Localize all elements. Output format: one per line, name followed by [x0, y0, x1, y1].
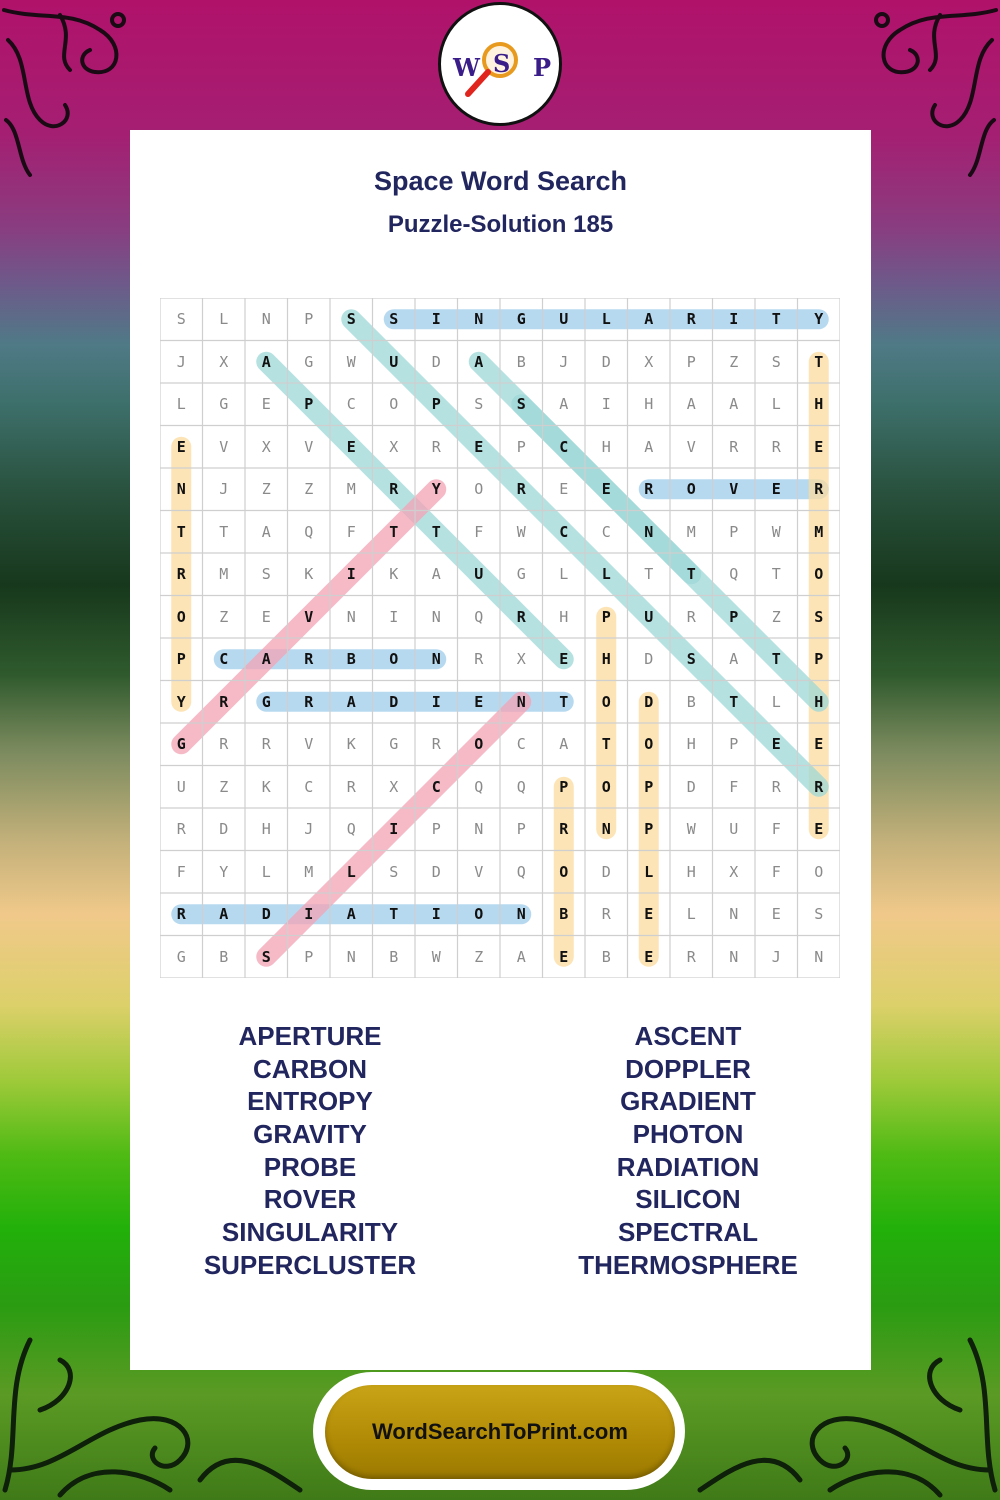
grid-cell: R [176, 565, 186, 584]
grid-cell: G [304, 352, 314, 371]
grid-cell: N [474, 310, 484, 329]
grid-cell: H [261, 820, 271, 839]
grid-cell: N [474, 820, 484, 839]
grid-cell: T [219, 522, 229, 541]
grid-cell: L [559, 565, 569, 584]
grid-cell: S [771, 352, 781, 371]
grid-cell: P [304, 395, 314, 414]
grid-cell: A [686, 395, 696, 414]
grid-cell: R [559, 820, 569, 839]
grid-cell: N [729, 905, 739, 924]
grid-cell: W [686, 820, 696, 839]
grid-cell: E [261, 607, 271, 626]
grid-cell: G [516, 310, 526, 329]
grid-cell: C [346, 395, 356, 414]
grid-cell: R [304, 650, 314, 669]
word-list-item: GRAVITY [253, 1119, 367, 1150]
grid-cell: D [431, 352, 441, 371]
grid-cell: P [814, 650, 824, 669]
grid-cell: F [771, 820, 781, 839]
site-logo[interactable] [438, 2, 562, 126]
grid-cell: M [346, 480, 356, 499]
grid-cell: W [516, 522, 526, 541]
grid-cell: N [431, 607, 441, 626]
grid-cell: P [176, 650, 186, 669]
grid-cell: E [771, 905, 781, 924]
grid-cell: I [431, 905, 441, 924]
grid-cell: N [601, 820, 611, 839]
grid-cell: N [516, 692, 526, 711]
grid-cell: R [814, 480, 824, 499]
grid-cell: V [729, 480, 739, 499]
grid-cell: R [474, 650, 484, 669]
grid-cell: W [431, 947, 441, 966]
grid-cell: N [516, 905, 526, 924]
grid-cell: M [686, 522, 696, 541]
grid-cell: L [176, 395, 186, 414]
grid-cell: I [729, 310, 739, 329]
grid-cell: P [304, 310, 314, 329]
grid-cell: A [644, 437, 654, 456]
grid-cell: T [601, 735, 611, 754]
grid-cell: B [559, 905, 569, 924]
grid-cell: P [729, 735, 739, 754]
grid-cell: S [686, 650, 696, 669]
grid-cell: D [644, 650, 654, 669]
puzzle-card [130, 130, 871, 1370]
grid-cell: F [176, 862, 186, 881]
grid-cell: O [559, 862, 569, 881]
grid-cell: P [644, 820, 654, 839]
logo-letter-p: P [533, 53, 552, 82]
grid-cell: E [474, 437, 484, 456]
grid-cell: S [346, 310, 356, 329]
grid-cell: T [389, 905, 399, 924]
grid-cell: Z [729, 352, 739, 371]
grid-cell: L [219, 310, 229, 329]
grid-cell: B [601, 947, 611, 966]
grid-cell: K [304, 565, 314, 584]
grid-cell: F [346, 522, 356, 541]
grid-cell: G [389, 735, 399, 754]
word-list-item: THERMOSPHERE [578, 1249, 798, 1280]
grid-cell: C [601, 522, 611, 541]
word-list-item: GRADIENT [620, 1086, 756, 1117]
grid-cell: M [304, 862, 314, 881]
grid-cell: E [771, 480, 781, 499]
grid-cell: V [304, 437, 314, 456]
grid-cell: K [261, 777, 271, 796]
grid-cell: A [559, 735, 569, 754]
grid-cell: X [261, 437, 271, 456]
grid-cell: R [814, 777, 824, 796]
grid-cell: H [686, 862, 696, 881]
grid-cell: R [601, 905, 611, 924]
grid-cell: H [644, 395, 654, 414]
grid-cell: V [219, 437, 229, 456]
grid-cell: R [346, 777, 356, 796]
grid-cell: P [304, 947, 314, 966]
grid-cell: E [601, 480, 611, 499]
grid-cell: A [644, 310, 654, 329]
grid-cell: R [219, 735, 229, 754]
grid-cell: J [219, 480, 229, 499]
grid-cell: U [559, 310, 569, 329]
grid-cell: C [304, 777, 314, 796]
grid-cell: U [644, 607, 654, 626]
grid-cell: M [219, 565, 229, 584]
grid-cell: O [474, 905, 484, 924]
grid-cell: A [559, 395, 569, 414]
word-list-item: ENTROPY [247, 1086, 373, 1117]
grid-cell: A [346, 692, 356, 711]
grid-cell: C [219, 650, 229, 669]
grid-cell: V [474, 862, 484, 881]
grid-cell: D [644, 692, 654, 711]
word-list-left [130, 1020, 490, 1282]
grid-cell: O [601, 777, 611, 796]
grid-cell: C [559, 522, 569, 541]
word-list-item: SINGULARITY [221, 1217, 399, 1248]
grid-cell: F [729, 777, 739, 796]
grid-cell: J [304, 820, 314, 839]
grid-cell: N [346, 947, 356, 966]
grid-cell: X [389, 777, 399, 796]
grid-cell: Q [516, 862, 526, 881]
grid-cell: D [601, 352, 611, 371]
grid-cell: H [601, 650, 611, 669]
grid-cell: A [261, 352, 271, 371]
grid-cell: E [814, 437, 824, 456]
letter-grid [160, 298, 840, 978]
grid-cell: I [431, 692, 441, 711]
grid-cell: L [771, 395, 781, 414]
grid-cell: Z [219, 777, 229, 796]
grid-cell: A [261, 522, 271, 541]
grid-cell: A [729, 395, 739, 414]
grid-cell: H [601, 437, 611, 456]
grid-cell: R [644, 480, 654, 499]
grid-cell: J [176, 352, 186, 371]
grid-cell: E [644, 947, 654, 966]
grid-cell: Q [516, 777, 526, 796]
grid-cell: L [644, 862, 654, 881]
grid-cell: P [644, 777, 654, 796]
grid-cell: O [389, 395, 399, 414]
grid-cell: E [644, 905, 654, 924]
grid-cell: E [176, 437, 186, 456]
grid-cell: Z [219, 607, 229, 626]
grid-cell: M [814, 522, 824, 541]
grid-cell: D [601, 862, 611, 881]
grid-cell: B [219, 947, 229, 966]
grid-cell: R [389, 480, 399, 499]
grid-cell: D [431, 862, 441, 881]
grid-cell: T [686, 565, 696, 584]
grid-cell: R [431, 437, 441, 456]
grid-cell: A [516, 947, 526, 966]
grid-cell: P [516, 437, 526, 456]
grid-cell: O [814, 862, 824, 881]
grid-cell: R [729, 437, 739, 456]
grid-cell: O [644, 735, 654, 754]
grid-cell: S [389, 310, 399, 329]
grid-cell: I [389, 820, 399, 839]
word-list-item: SILICON [635, 1184, 741, 1215]
grid-cell: N [644, 522, 654, 541]
logo-letter-w: W [453, 53, 480, 82]
grid-cell: R [431, 735, 441, 754]
grid-cell: R [771, 777, 781, 796]
grid-cell: S [814, 607, 824, 626]
grid-cell: B [346, 650, 356, 669]
grid-cell: R [686, 310, 696, 329]
grid-cell: L [601, 565, 611, 584]
grid-cell: O [474, 480, 484, 499]
grid-cell: X [516, 650, 526, 669]
grid-cell: X [389, 437, 399, 456]
grid-cell: G [176, 735, 186, 754]
grid-cell: G [516, 565, 526, 584]
grid-cell: E [559, 480, 569, 499]
grid-cell: Q [474, 777, 484, 796]
grid-cell: E [559, 650, 569, 669]
grid-cell: N [729, 947, 739, 966]
grid-cell: G [219, 395, 229, 414]
grid-cell: I [389, 607, 399, 626]
grid-cell: O [474, 735, 484, 754]
grid-cell: D [389, 692, 399, 711]
grid-cell: I [601, 395, 611, 414]
grid-cell: H [559, 607, 569, 626]
site-link-button[interactable]: WordSearchToPrint.com [325, 1385, 675, 1479]
grid-cell: G [261, 692, 271, 711]
grid-cell: E [474, 692, 484, 711]
word-list-item: ASCENT [634, 1021, 742, 1051]
grid-cell: W [771, 522, 781, 541]
word-search-grid [160, 298, 840, 978]
grid-cell: R [686, 607, 696, 626]
grid-cell: B [389, 947, 399, 966]
grid-cell: T [729, 692, 739, 711]
grid-cell: Q [474, 607, 484, 626]
grid-cell: T [559, 692, 569, 711]
grid-cell: P [431, 395, 441, 414]
grid-cell: Q [304, 522, 314, 541]
grid-cell: S [389, 862, 399, 881]
grid-cell: U [729, 820, 739, 839]
word-list-item: ROVER [263, 1184, 357, 1215]
grid-cell: N [431, 650, 441, 669]
grid-cell: S [814, 905, 824, 924]
grid-cell: O [389, 650, 399, 669]
grid-cell: O [814, 565, 824, 584]
grid-cell: Y [176, 692, 186, 711]
word-list-item: DOPPLER [625, 1053, 751, 1084]
grid-cell: V [304, 735, 314, 754]
grid-cell: F [771, 862, 781, 881]
grid-cell: N [346, 607, 356, 626]
grid-cell: S [176, 310, 186, 329]
word-list-item: CARBON [252, 1053, 368, 1084]
grid-cell: T [814, 352, 824, 371]
grid-cell: E [771, 735, 781, 754]
grid-cell: S [261, 947, 271, 966]
grid-cell: C [431, 777, 441, 796]
word-list-item: PROBE [263, 1151, 357, 1182]
logo-letter-s: S [493, 49, 511, 78]
grid-cell: E [559, 947, 569, 966]
grid-cell: H [814, 395, 824, 414]
grid-cell: A [431, 565, 441, 584]
grid-cell: Q [729, 565, 739, 584]
grid-cell: R [219, 692, 229, 711]
grid-cell: N [176, 480, 186, 499]
grid-cell: N [814, 947, 824, 966]
grid-cell: X [219, 352, 229, 371]
grid-cell: C [559, 437, 569, 456]
grid-cell: B [686, 692, 696, 711]
grid-cell: U [176, 777, 186, 796]
grid-cell: L [346, 862, 356, 881]
grid-cell: D [219, 820, 229, 839]
grid-cell: D [261, 905, 271, 924]
grid-cell: T [771, 310, 781, 329]
grid-cell: T [389, 522, 399, 541]
grid-cell: L [261, 862, 271, 881]
grid-cell: O [686, 480, 696, 499]
grid-cell: U [389, 352, 399, 371]
grid-cell: O [176, 607, 186, 626]
grid-cell: V [304, 607, 314, 626]
grid-cell: P [601, 607, 611, 626]
grid-cell: B [516, 352, 526, 371]
word-list-item: RADIATION [616, 1151, 760, 1182]
word-list-item: APERTURE [238, 1021, 382, 1051]
grid-cell: H [814, 692, 824, 711]
grid-cell: G [176, 947, 186, 966]
grid-cell: R [771, 437, 781, 456]
grid-cell: J [771, 947, 781, 966]
grid-cell: F [474, 522, 484, 541]
grid-cell: H [686, 735, 696, 754]
grid-cell: S [516, 395, 526, 414]
grid-cell: P [431, 820, 441, 839]
grid-cell: V [686, 437, 696, 456]
grid-cell: Z [474, 947, 484, 966]
grid-cell: R [516, 480, 526, 499]
grid-cell: I [346, 565, 356, 584]
grid-cell: N [261, 310, 271, 329]
grid-cell: X [729, 862, 739, 881]
grid-cell: R [176, 820, 186, 839]
word-list-item: PHOTON [632, 1119, 744, 1150]
grid-cell: E [346, 437, 356, 456]
grid-cell: T [771, 650, 781, 669]
grid-cell: Y [814, 310, 824, 329]
grid-cell: J [559, 352, 569, 371]
grid-cell: E [261, 395, 271, 414]
grid-cell: P [729, 607, 739, 626]
grid-cell: P [516, 820, 526, 839]
grid-cell: K [346, 735, 356, 754]
grid-cell: T [176, 522, 186, 541]
grid-cell: T [644, 565, 654, 584]
grid-cell: R [304, 692, 314, 711]
grid-cell: Z [261, 480, 271, 499]
word-list-item: SUPERCLUSTER [203, 1249, 417, 1280]
grid-cell: Y [219, 862, 229, 881]
grid-cell: W [346, 352, 356, 371]
grid-cell: Q [346, 820, 356, 839]
grid-cell: P [686, 352, 696, 371]
grid-cell: K [389, 565, 399, 584]
grid-cell: P [729, 522, 739, 541]
grid-cell: U [474, 565, 484, 584]
grid-cell: T [431, 522, 441, 541]
grid-cell: E [814, 820, 824, 839]
grid-cell: R [516, 607, 526, 626]
grid-cell: P [559, 777, 569, 796]
grid-cell: I [431, 310, 441, 329]
word-list-item: SPECTRAL [617, 1217, 759, 1248]
grid-cell: S [474, 395, 484, 414]
grid-cell: Y [431, 480, 441, 499]
grid-cell: Z [771, 607, 781, 626]
word-list-right [508, 1020, 868, 1282]
page-title: Space Word Search [373, 166, 628, 196]
grid-cell: R [176, 905, 186, 924]
grid-cell: L [601, 310, 611, 329]
grid-cell: E [814, 735, 824, 754]
grid-cell: D [686, 777, 696, 796]
grid-cell: A [346, 905, 356, 924]
grid-cell: Z [304, 480, 314, 499]
grid-cell: C [516, 735, 526, 754]
grid-cell: A [729, 650, 739, 669]
grid-cell: A [219, 905, 229, 924]
grid-cell: S [261, 565, 271, 584]
grid-cell: I [304, 905, 314, 924]
grid-cell: R [686, 947, 696, 966]
page-subtitle: Puzzle-Solution 185 [387, 211, 614, 238]
grid-cell: A [261, 650, 271, 669]
grid-cell: X [644, 352, 654, 371]
grid-cell: A [474, 352, 484, 371]
grid-cell: L [686, 905, 696, 924]
grid-cell: T [771, 565, 781, 584]
grid-cell: O [601, 692, 611, 711]
grid-cell: L [771, 692, 781, 711]
grid-cell: R [261, 735, 271, 754]
